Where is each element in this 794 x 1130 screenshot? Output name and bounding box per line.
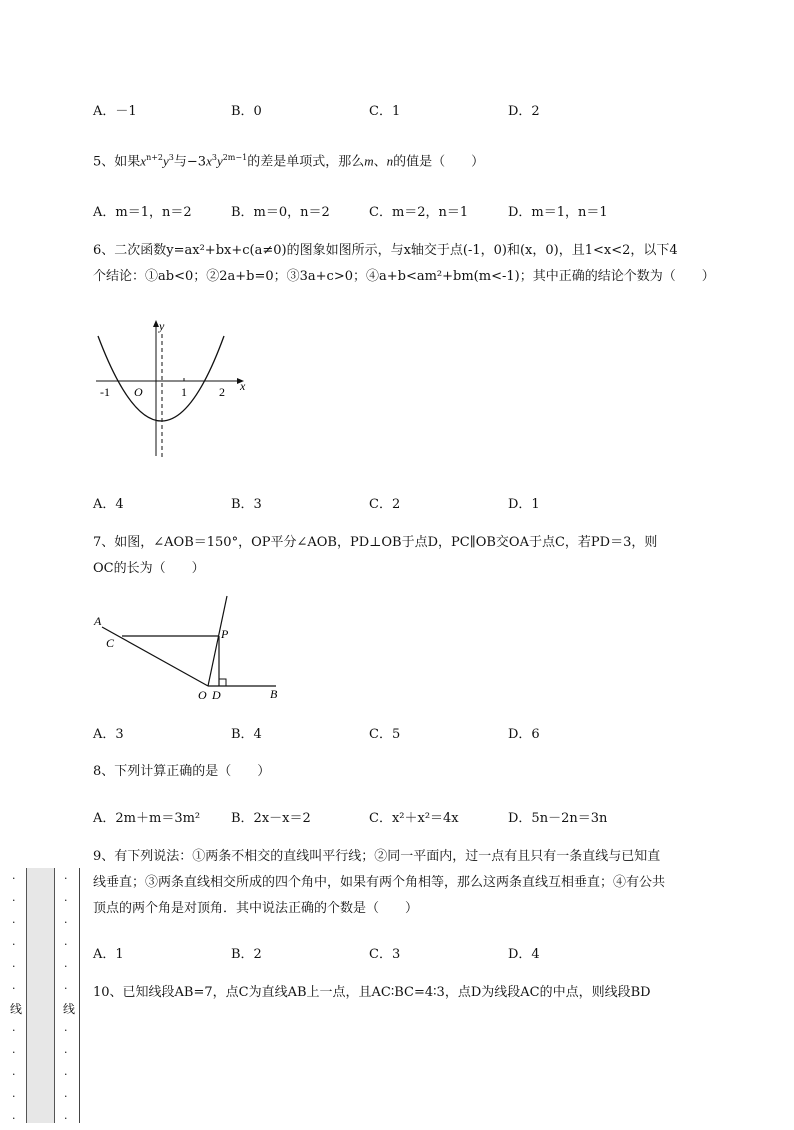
q8-option-b: B．2x－x＝2 (231, 811, 311, 826)
q8-option-a: A．2m＋m＝3m² (93, 811, 201, 826)
q9-option-c: C．3 (369, 947, 401, 962)
q4-option-a: A．－1 (93, 104, 137, 119)
ray-op (208, 596, 227, 686)
q6-option-a: A．4 (93, 497, 124, 512)
graph-label-x: x (240, 379, 246, 393)
q9-option-d: D．4 (508, 947, 540, 962)
q5-option-c: C．m＝2，n＝1 (369, 205, 469, 220)
binding-label-left: 线 (10, 1002, 23, 1016)
q6-line-1: 6、二次函数y=ax²+bx+c(a≠0)的图象如图所示，与x轴交于点(-1，0)和(x，0)，且1<x<2，以下4 (93, 243, 678, 258)
q10-stem: 10、已知线段AB=7，点C为直线AB上一点，且AC∶BC=4∶3，点D为线段AC的中点，则线段BD (93, 985, 651, 1000)
q7-option-b: B．4 (231, 727, 262, 742)
q6-stem (93, 238, 743, 290)
q5-stem: 5、如果$x^{n+2}y^3$与$-3x^3y^{2m-1}$的差是单项式，那么m、n的值是（ ） (93, 153, 485, 170)
q8-stem: 8、下列计算正确的是（ ） (93, 764, 271, 779)
q4-option-d: D．2 (508, 104, 540, 119)
q7-line-2: OC的长为（ ） (93, 561, 205, 576)
q7-stem (93, 530, 743, 582)
q5-option-b: B．m＝0，n＝2 (231, 205, 330, 220)
q4-option-c: C．1 (369, 104, 401, 119)
q9-line-1: 9、有下列说法：①两条不相交的直线叫平行线；②同一平面内，过一点有且只有一条直线与已知直 (93, 849, 661, 864)
graph-label-1: 1 (181, 385, 187, 399)
fig-label-c: C (106, 636, 115, 650)
q9-option-b: B．2 (231, 947, 262, 962)
q6-option-b: B．3 (231, 497, 262, 512)
binding-dots-left: · · · · · · (12, 872, 16, 995)
q6-option-c: C．2 (369, 497, 401, 512)
fig-label-o: O (198, 688, 207, 702)
q7-option-a: A．3 (93, 727, 124, 742)
q9-line-3: 顶点的两个角是对顶角．其中说法正确的个数是（ ） (93, 901, 419, 916)
graph-label-y: y (159, 319, 165, 333)
binding-label-right: 线 (63, 1002, 76, 1016)
q5-option-a: A．m＝1，n＝2 (93, 205, 192, 220)
binding-dots-right: · · · · · · (64, 872, 68, 995)
binding-line (79, 868, 80, 1123)
q7-line-1: 7、如图，∠AOB＝150°，OP平分∠AOB，PD⊥OB于点D，PC∥OB交OA于点C，若PD＝3，则 (93, 535, 658, 550)
q8-option-c: C．x²＋x²＝4x (369, 811, 459, 826)
q7-option-d: D．6 (508, 727, 540, 742)
graph-label-origin: O (134, 385, 143, 399)
graph-label-2: 2 (219, 385, 225, 399)
q9-line-2: 线垂直；③两条直线相交所成的四个角中，如果有两个角相等，那么这两条直线互相垂直；④有公共 (93, 875, 666, 890)
q8-option-d: D．5n－2n＝3n (508, 811, 608, 826)
q6-option-d: D．1 (508, 497, 540, 512)
q4-option-b: B．0 (231, 104, 262, 119)
q6-line-2: 个结论：①ab<0；②2a+b=0；③3a+c>0；④a+b<am²+bm(m<-1)；其中正确的结论个数为（ ） (93, 269, 715, 284)
q7-angle-figure (88, 592, 288, 704)
graph-label-neg1: -1 (100, 385, 110, 399)
q9-option-a: A．1 (93, 947, 124, 962)
q7-option-c: C．5 (369, 727, 401, 742)
q6-parabola-graph (92, 316, 252, 462)
binding-dots-left-lower: · · · · · (12, 1024, 16, 1125)
binding-dots-right-lower: · · · · · (64, 1024, 68, 1125)
fig-label-d: D (212, 688, 221, 702)
fig-label-a: A (94, 614, 102, 628)
fig-label-p: P (221, 627, 229, 641)
q9-stem (93, 844, 743, 922)
binding-strip (26, 868, 55, 1123)
q5-option-d: D．m＝1，n＝1 (508, 205, 608, 220)
parabola-curve (98, 336, 224, 421)
fig-label-b: B (270, 687, 278, 701)
right-angle-mark (219, 679, 226, 686)
